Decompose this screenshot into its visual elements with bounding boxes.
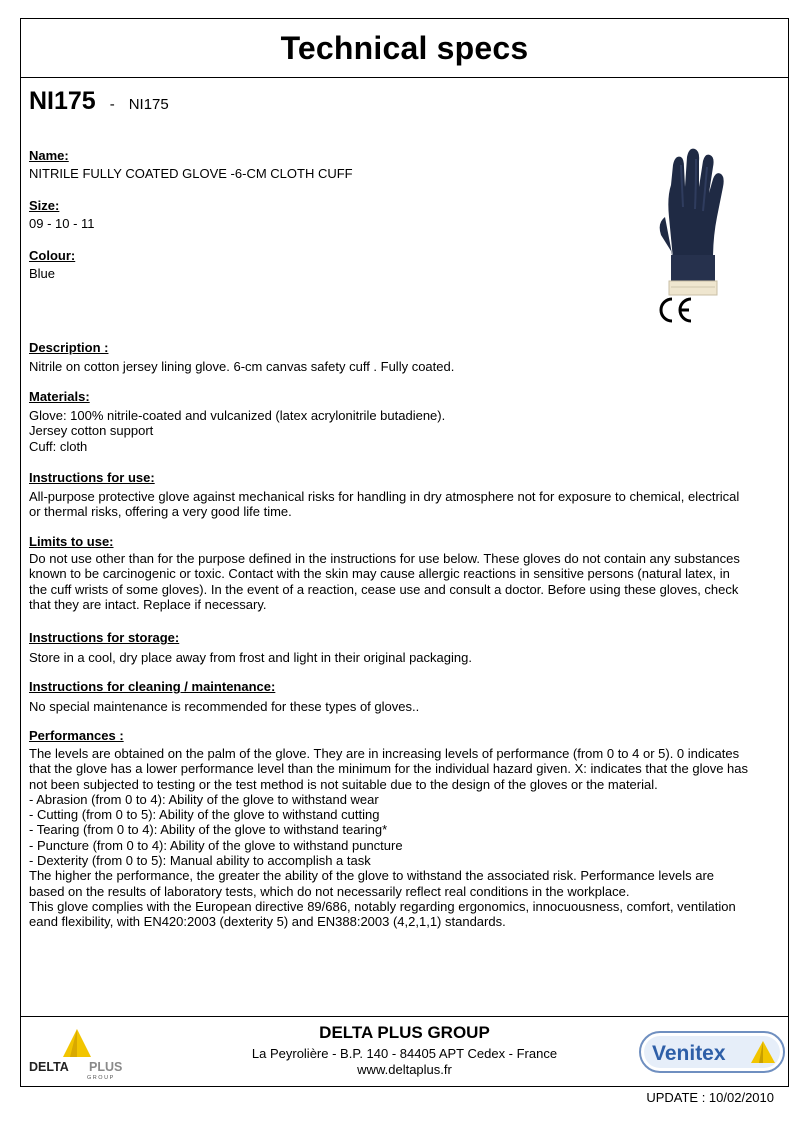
instructions-use-line: All-purpose protective glove against mechanical risks for handling in dry atmosphere not for exposure to chemical, electrical — [29, 489, 740, 504]
footer — [21, 1016, 788, 1086]
cleaning-section — [29, 679, 781, 714]
logo-plus-text: PLUS — [89, 1060, 123, 1074]
instructions-use-line: or thermal risks, offering a very good life time. — [29, 504, 292, 520]
storage-section — [29, 630, 781, 665]
performances-line: not been subjected to testing or the test method is not suitable due to the design of the gloves or the material. — [29, 776, 658, 792]
materials-line: Jersey cotton support — [29, 423, 154, 439]
description-section — [29, 340, 781, 374]
name-value: NITRILE FULLY COATED GLOVE -6-CM CLOTH CUFF — [29, 166, 353, 181]
performances-line: - Cutting (from 0 to 5): Ability of the glove to withstand cutting — [29, 807, 380, 823]
spec-sheet-frame — [20, 18, 789, 1087]
description-value: Nitrile on cotton jersey lining glove. 6-cm canvas safety cuff . Fully coated. — [29, 359, 455, 374]
product-code: NI175 — [29, 87, 96, 115]
performances-line: eand flexibility, with EN420:2003 (dexterity 5) and EN388:2003 (4,2,1,1) standards. — [29, 914, 506, 930]
performances-line: based on the results of laboratory tests, which do not necessarily reflect real conditions in the workplace. — [29, 883, 630, 899]
performances-line: that the glove has a lower performance level than the minimum for the individual hazard given. X: indicates that the glove has — [29, 761, 749, 777]
limits-label: Limits to use: — [29, 534, 114, 549]
performances-section — [29, 728, 781, 930]
performances-line: - Abrasion (from 0 to 4): Ability of the glove to withstand wear — [29, 791, 379, 807]
name-label: Name: — [29, 148, 69, 163]
colour-value: Blue — [29, 266, 56, 281]
materials-line: Glove: 100% nitrile-coated and vulcanized (latex acrylonitrile butadiene). — [29, 408, 446, 423]
logo-group-text: G R O U P — [87, 1075, 114, 1079]
performances-line: - Dexterity (from 0 to 5): Manual ability to accomplish a task — [29, 853, 371, 869]
product-subcode: NI175 — [128, 96, 169, 113]
colour-label: Colour: — [29, 248, 76, 263]
limits-line: that they are intact. Replace if necessary. — [29, 596, 267, 612]
update-date: UPDATE : 10/02/2010 — [646, 1090, 774, 1105]
materials-section — [29, 389, 781, 454]
company-website[interactable]: www.deltaplus.fr — [357, 1062, 452, 1077]
instructions-use-label: Instructions for use: — [29, 470, 155, 485]
limits-line: the cuff wrists of some gloves). In the event of a reaction, cease use and consult a doctor. Before using these gloves, check — [29, 581, 739, 597]
venitex-text: Venitex — [652, 1042, 726, 1065]
reference-separator: - — [109, 96, 115, 113]
company-name: DELTA PLUS GROUP — [319, 1023, 490, 1042]
limits-line: Do not use other than for the purpose defined in the instructions for use below. These gloves do not contain any substances — [29, 551, 740, 566]
materials-label: Materials: — [29, 389, 90, 404]
title-bar — [21, 19, 788, 78]
deltaplus-logo — [27, 1027, 151, 1079]
performances-line: The levels are obtained on the palm of the glove. They are in increasing levels of performance (from 0 to 4 or 5). 0 indicates — [29, 746, 740, 761]
materials-line: Cuff: cloth — [29, 438, 88, 454]
page-title: Technical specs — [280, 29, 529, 66]
storage-label: Instructions for storage: — [29, 630, 180, 645]
company-address: La Peyrolière - B.P. 140 - 84405 APT Cedex - France — [251, 1046, 558, 1061]
performances-line: - Tearing (from 0 to 4): Ability of the glove to withstand tearing* — [29, 822, 388, 838]
limits-line: known to be carcinogenic or toxic. Contact with the skin may cause allergic reactions in sensitive persons (natural latex, in — [29, 566, 730, 582]
venitex-logo — [639, 1031, 785, 1073]
storage-value: Store in a cool, dry place away from frost and light in their original packaging. — [29, 650, 472, 665]
performances-line: - Puncture (from 0 to 4): Ability of the glove to withstand puncture — [29, 837, 403, 853]
description-label: Description : — [29, 340, 109, 355]
limits-section — [29, 534, 781, 612]
performances-line: The higher the performance, the greater the ability of the glove to withstand the associated risk. Performance levels are — [29, 868, 715, 884]
logo-delta-text: DELTA — [29, 1060, 69, 1074]
instructions-use-section — [29, 470, 781, 520]
performances-line: This glove complies with the European directive 89/686, notably regarding ergonomics, innocuousness, comfort, ventilation — [29, 898, 736, 914]
ce-mark-icon — [655, 295, 695, 325]
product-reference — [29, 87, 169, 116]
cleaning-label: Instructions for cleaning / maintenance: — [29, 679, 276, 694]
size-value: 09 - 10 - 11 — [29, 216, 95, 231]
performances-label: Performances : — [29, 728, 124, 743]
size-label: Size: — [29, 198, 60, 213]
glove-photo — [651, 147, 731, 307]
footer-contact — [221, 1023, 588, 1078]
cleaning-value: No special maintenance is recommended for these types of gloves.. — [29, 699, 420, 714]
